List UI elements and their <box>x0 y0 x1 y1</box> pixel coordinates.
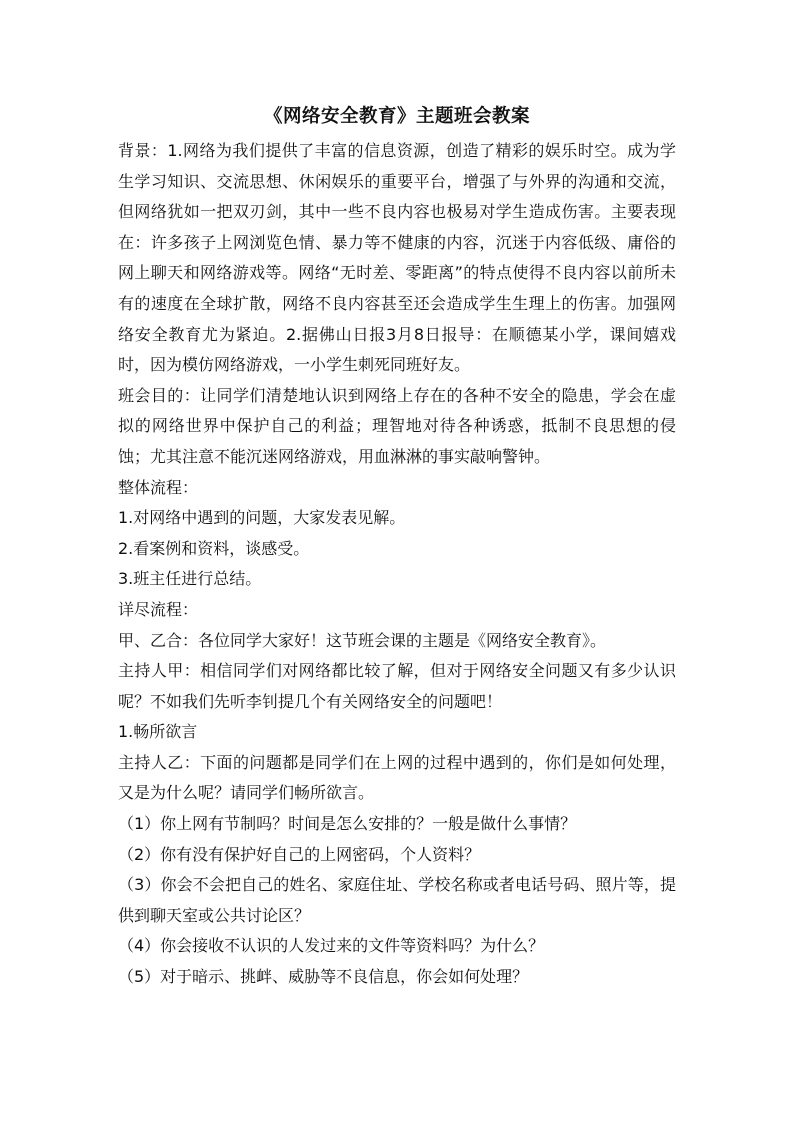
question-item: （1）你上网有节制吗？时间是怎么安排的？一般是做什么事情？ <box>118 814 577 834</box>
question-item: （4）你会接收不认识的人发过来的文件等资料吗？为什么？ <box>118 936 545 956</box>
question-item: （5）对于暗示、挑衅、威胁等不良信息，你会如何处理？ <box>118 967 529 987</box>
paragraph-host-a: 主持人甲：相信同学们对网络都比较了解，但对于网络安全问题又有多少认识呢？不如我们先听李钊提几个有关网络安全的问题吧！ <box>118 661 676 711</box>
paragraph-process-step-2: 2.看案例和资料，谈感受。 <box>118 538 310 558</box>
paragraph-overall-process-heading: 整体流程： <box>118 477 199 497</box>
paragraph-hosts-opening: 甲、乙合：各位同学大家好！这节班会课的主题是《网络安全教育》。 <box>118 630 607 650</box>
paragraph-host-b: 主持人乙：下面的问题都是同学们在上网的过程中遇到的，你们是如何处理，又是为什么呢？请同学们畅所欲言。 <box>118 752 676 803</box>
document-page <box>118 100 676 993</box>
paragraph-process-step-1: 1.对网络中遇到的问题，大家发表见解。 <box>118 508 406 528</box>
paragraph-background: 背景：1.网络为我们提供了丰富的信息资源，创造了精彩的娱乐时空。成为学生学习知识、交流思想、休闲娱乐的重要平台，增强了与外界的沟通和交流，但网络犹如一把双刃剑，其中一些不良内容也极易对学生造成伤害。主要表现在：许多孩子上网浏览色情、暴力等不健康的内容，沉迷于内容低级、庸俗的网上聊天和网络游戏等。网络“无时差、零距离”的特点使得不良内容以前所未有的速度在全球扩散，网络不良内容甚至还会造成学生生理上的伤害。加强网络安全教育尤为紧迫。2.据佛山日报3月8日报导：在顺德某小学，课间嬉戏时，因为模仿网络游戏，一小学生刺死同班好友。 <box>118 141 676 375</box>
paragraph-meeting-goal: 班会目的：让同学们清楚地认识到网络上存在的各种不安全的隐患，学会在虚拟的网络世界中保护自己的利益；理智地对待各种诱惑，抵制不良思想的侵蚀；尤其注意不能沉迷网络游戏，用血淋淋的事实敲响警钟。 <box>118 385 676 466</box>
question-item: （2）你有没有保护好自己的上网密码，个人资料？ <box>118 844 481 864</box>
document-title: 《网络安全教育》主题班会教案 <box>263 106 530 127</box>
paragraph-detailed-process-heading: 详尽流程： <box>118 599 199 619</box>
question-item: （3）你会不会把自己的姓名、家庭住址、学校名称或者电话号码、照片等，提供到聊天室或公共讨论区？ <box>118 875 676 925</box>
paragraph-section-heading: 1.畅所欲言 <box>118 722 198 742</box>
paragraph-process-step-3: 3.班主任进行总结。 <box>118 569 262 589</box>
